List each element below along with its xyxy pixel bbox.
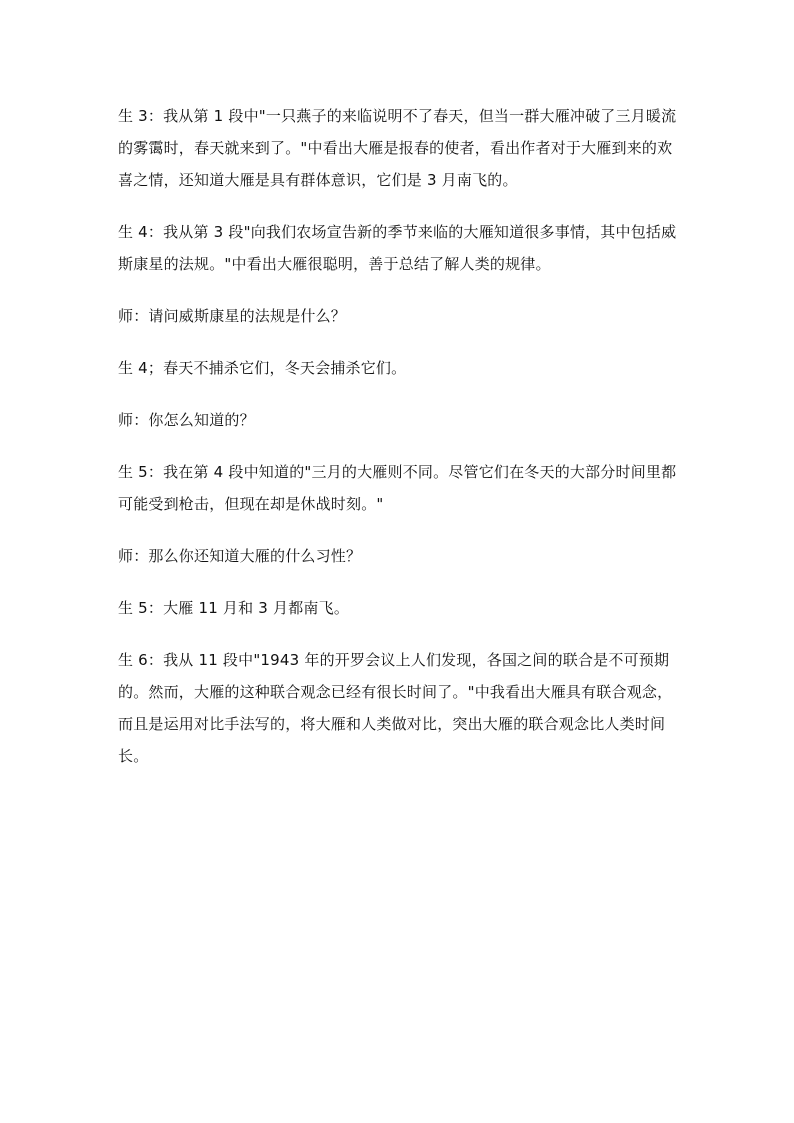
document-body bbox=[118, 100, 678, 792]
paragraph-student-3: 生 3：我从第 1 段中"一只燕子的来临说明不了春天，但当一群大雁冲破了三月暖流的雾霭时，春天就来到了。"中看出大雁是报春的使者，看出作者对于大雁到来的欢喜之情，还知道大雁是具有群体意识，它们是 3 月南飞的。 bbox=[118, 107, 677, 189]
paragraph-teacher-question-3: 师：那么你还知道大雁的什么习性？ bbox=[118, 547, 362, 565]
paragraph-student-5: 生 5：我在第 4 段中知道的"三月的大雁则不同。尽管它们在冬天的大部分时间里都可能受到枪击，但现在却是休战时刻。" bbox=[118, 463, 677, 513]
paragraph-teacher-question-2: 师：你怎么知道的？ bbox=[118, 411, 255, 429]
paragraph-student-4-answer: 生 4；春天不捕杀它们，冬天会捕杀它们。 bbox=[118, 359, 407, 377]
paragraph-student-5-answer: 生 5：大雁 11 月和 3 月都南飞。 bbox=[118, 599, 350, 617]
paragraph-student-4: 生 4：我从第 3 段"向我们农场宣告新的季节来临的大雁知道很多事情，其中包括威斯康星的法规。"中看出大雁很聪明，善于总结了解人类的规律。 bbox=[118, 223, 677, 273]
paragraph-student-6: 生 6：我从 11 段中"1943 年的开罗会议上人们发现，各国之间的联合是不可预期的。然而，大雁的这种联合观念已经有很长时间了。"中我看出大雁具有联合观念，而且是运用对比手法写的，将大雁和人类做对比，突出大雁的联合观念比人类时间长。 bbox=[118, 651, 673, 765]
paragraph-teacher-question-1: 师：请问威斯康星的法规是什么？ bbox=[118, 307, 347, 325]
